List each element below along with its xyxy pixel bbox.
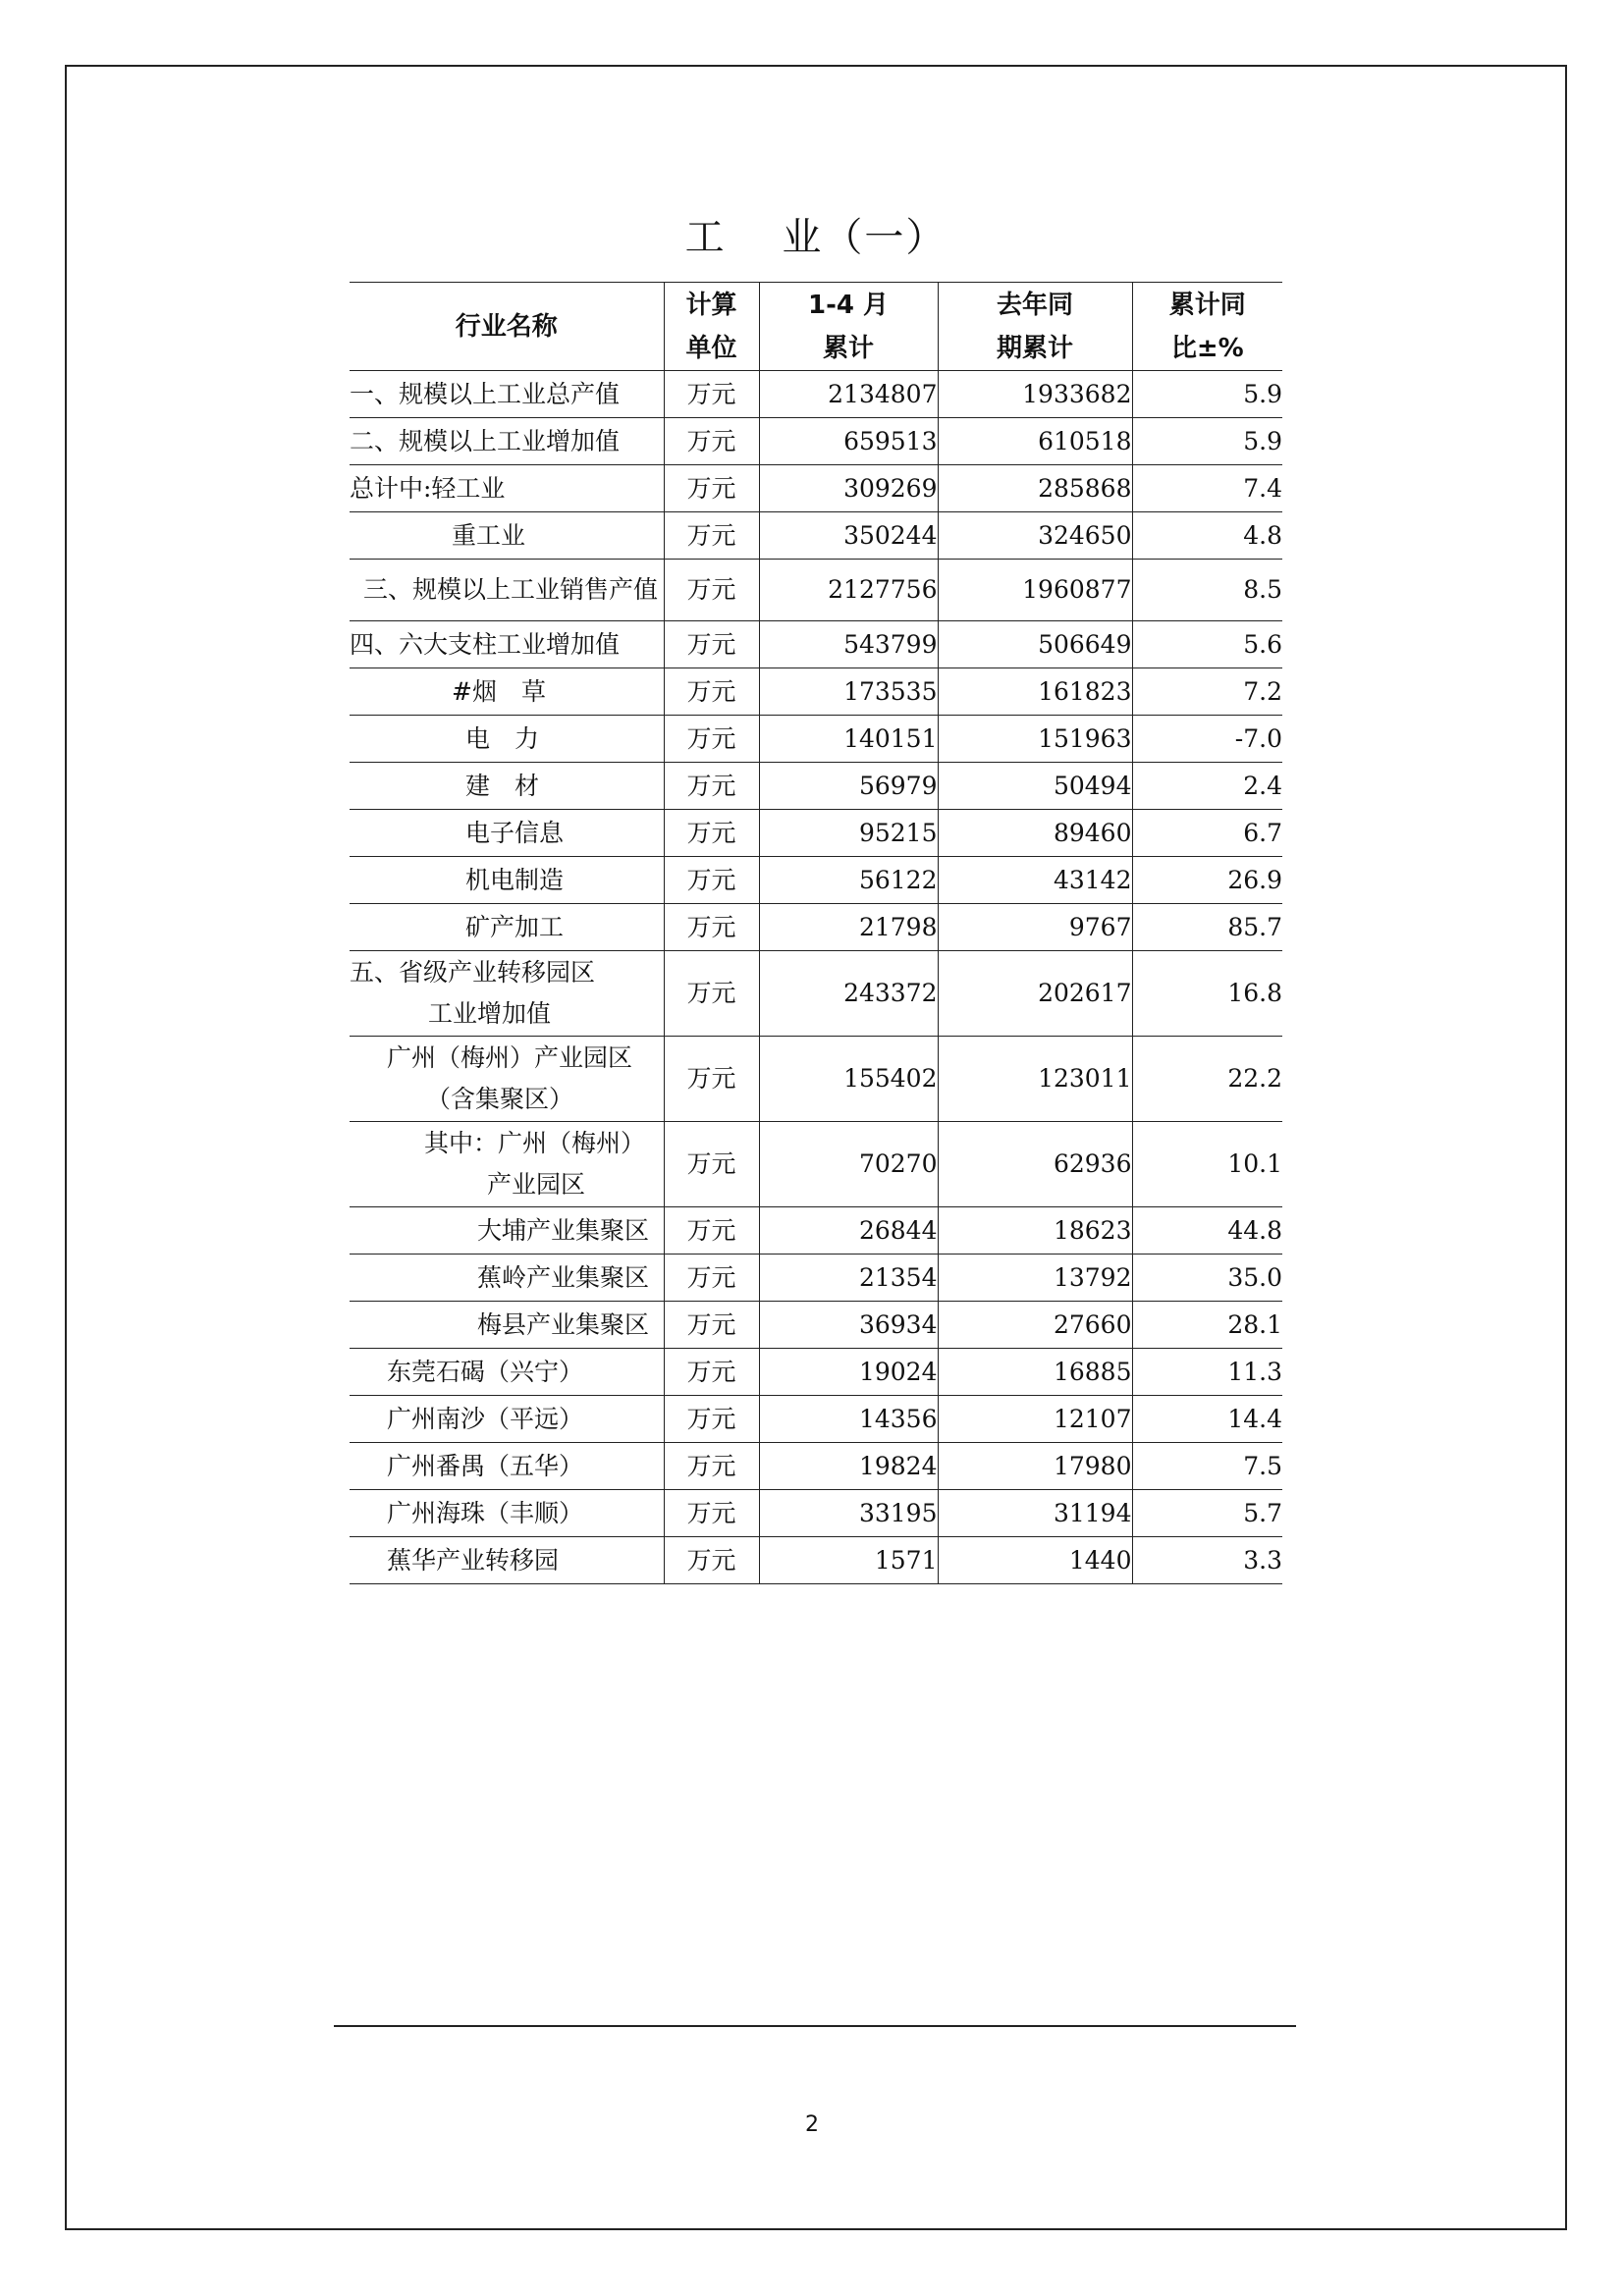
row-last-year: 13792 [938, 1255, 1132, 1302]
row-change: 3.3 [1132, 1537, 1282, 1584]
row-last-year: 285868 [938, 465, 1132, 512]
table-row [350, 1490, 1282, 1537]
row-change: 28.1 [1132, 1302, 1282, 1349]
row-last-year: 27660 [938, 1302, 1132, 1349]
row-unit: 万元 [664, 1207, 759, 1255]
row-cumulative: 36934 [759, 1302, 938, 1349]
row-cumulative: 14356 [759, 1396, 938, 1443]
row-last-year: 17980 [938, 1443, 1132, 1490]
header-last-year: 去年同 期累计 [938, 283, 1132, 371]
row-name: 总计中:轻工业 [350, 465, 664, 512]
row-cumulative: 26844 [759, 1207, 938, 1255]
table-row [350, 763, 1282, 810]
table-row [350, 1537, 1282, 1584]
table-row [350, 418, 1282, 465]
header-industry-name: 行业名称 [350, 283, 664, 371]
row-change: 2.4 [1132, 763, 1282, 810]
row-name: 东莞石碣（兴宁） [350, 1349, 664, 1396]
row-unit: 万元 [664, 716, 759, 763]
table-row [350, 1207, 1282, 1255]
row-name: 广州番禺（五华） [350, 1443, 664, 1490]
row-name: 重工业 [350, 512, 664, 560]
row-name: 蕉华产业转移园 [350, 1537, 664, 1584]
row-change: 7.4 [1132, 465, 1282, 512]
row-unit: 万元 [664, 857, 759, 904]
row-cumulative: 21354 [759, 1255, 938, 1302]
row-change: 8.5 [1132, 560, 1282, 621]
row-last-year: 506649 [938, 621, 1132, 668]
row-name: 三、规模以上工业销售产值 [350, 560, 664, 621]
row-name: 机电制造 [350, 857, 664, 904]
row-cumulative: 70270 [759, 1122, 938, 1207]
row-name: 电 力 [350, 716, 664, 763]
row-cumulative: 243372 [759, 951, 938, 1037]
row-last-year: 31194 [938, 1490, 1132, 1537]
row-last-year: 18623 [938, 1207, 1132, 1255]
table-row [350, 716, 1282, 763]
row-unit: 万元 [664, 371, 759, 418]
row-last-year: 1960877 [938, 560, 1132, 621]
row-name: 其中：广州（梅州） 产业园区 [350, 1122, 664, 1207]
row-unit: 万元 [664, 1255, 759, 1302]
row-change: 14.4 [1132, 1396, 1282, 1443]
table-row [350, 1443, 1282, 1490]
table-row [350, 1349, 1282, 1396]
row-last-year: 324650 [938, 512, 1132, 560]
table-row [350, 1037, 1282, 1122]
row-unit: 万元 [664, 810, 759, 857]
row-change: 16.8 [1132, 951, 1282, 1037]
row-unit: 万元 [664, 1349, 759, 1396]
row-unit: 万元 [664, 1396, 759, 1443]
row-cumulative: 19024 [759, 1349, 938, 1396]
table-row [350, 1302, 1282, 1349]
footer-divider [334, 2025, 1296, 2027]
table-row [350, 810, 1282, 857]
row-unit: 万元 [664, 560, 759, 621]
row-cumulative: 140151 [759, 716, 938, 763]
row-change: 10.1 [1132, 1122, 1282, 1207]
row-change: 5.9 [1132, 418, 1282, 465]
row-cumulative: 2134807 [759, 371, 938, 418]
row-unit: 万元 [664, 1037, 759, 1122]
row-cumulative: 56979 [759, 763, 938, 810]
header-change-pct: 累计同 比±% [1132, 283, 1282, 371]
row-last-year: 16885 [938, 1349, 1132, 1396]
row-cumulative: 659513 [759, 418, 938, 465]
row-unit: 万元 [664, 465, 759, 512]
row-last-year: 43142 [938, 857, 1132, 904]
row-change: 7.2 [1132, 668, 1282, 716]
row-cumulative: 350244 [759, 512, 938, 560]
table-row [350, 951, 1282, 1037]
row-unit: 万元 [664, 1122, 759, 1207]
row-cumulative: 95215 [759, 810, 938, 857]
row-last-year: 151963 [938, 716, 1132, 763]
row-change: 35.0 [1132, 1255, 1282, 1302]
row-cumulative: 2127756 [759, 560, 938, 621]
row-unit: 万元 [664, 904, 759, 951]
row-change: 5.9 [1132, 371, 1282, 418]
row-name: 广州（梅州）产业园区 （含集聚区） [350, 1037, 664, 1122]
row-unit: 万元 [664, 1537, 759, 1584]
row-unit: 万元 [664, 668, 759, 716]
row-name: 蕉岭产业集聚区 [350, 1255, 664, 1302]
table-row [350, 1396, 1282, 1443]
row-unit: 万元 [664, 1490, 759, 1537]
row-name: 二、规模以上工业增加值 [350, 418, 664, 465]
row-cumulative: 155402 [759, 1037, 938, 1122]
row-unit: 万元 [664, 512, 759, 560]
header-unit: 计算 单位 [664, 283, 759, 371]
header-cumulative: 1-4 月 累计 [759, 283, 938, 371]
row-cumulative: 1571 [759, 1537, 938, 1584]
page-number: 2 [805, 2112, 819, 2137]
row-unit: 万元 [664, 763, 759, 810]
row-cumulative: 543799 [759, 621, 938, 668]
row-unit: 万元 [664, 621, 759, 668]
row-unit: 万元 [664, 951, 759, 1037]
row-name: 广州南沙（平远） [350, 1396, 664, 1443]
table-row [350, 465, 1282, 512]
row-unit: 万元 [664, 418, 759, 465]
row-change: 22.2 [1132, 1037, 1282, 1122]
row-cumulative: 21798 [759, 904, 938, 951]
row-name: 电子信息 [350, 810, 664, 857]
row-last-year: 62936 [938, 1122, 1132, 1207]
row-cumulative: 33195 [759, 1490, 938, 1537]
row-change: 7.5 [1132, 1443, 1282, 1490]
row-name: 大埔产业集聚区 [350, 1207, 664, 1255]
row-change: 5.7 [1132, 1490, 1282, 1537]
row-name: 梅县产业集聚区 [350, 1302, 664, 1349]
table-row [350, 512, 1282, 560]
row-change: 85.7 [1132, 904, 1282, 951]
row-last-year: 161823 [938, 668, 1132, 716]
row-name: 一、规模以上工业总产值 [350, 371, 664, 418]
row-cumulative: 173535 [759, 668, 938, 716]
table-row [350, 560, 1282, 621]
row-name: 广州海珠（丰顺） [350, 1490, 664, 1537]
row-name: 四、六大支柱工业增加值 [350, 621, 664, 668]
row-cumulative: 56122 [759, 857, 938, 904]
table-header-row [350, 283, 1282, 371]
page-title: 工 业（一） [684, 215, 947, 260]
row-last-year: 610518 [938, 418, 1132, 465]
table-row [350, 1122, 1282, 1207]
row-unit: 万元 [664, 1443, 759, 1490]
row-change: 4.8 [1132, 512, 1282, 560]
row-name: #烟 草 [350, 668, 664, 716]
row-name: 建 材 [350, 763, 664, 810]
row-last-year: 89460 [938, 810, 1132, 857]
row-cumulative: 309269 [759, 465, 938, 512]
row-change: 6.7 [1132, 810, 1282, 857]
row-change: 26.9 [1132, 857, 1282, 904]
row-last-year: 1933682 [938, 371, 1132, 418]
table-row [350, 857, 1282, 904]
table-row [350, 371, 1282, 418]
row-change: 11.3 [1132, 1349, 1282, 1396]
row-change: -7.0 [1132, 716, 1282, 763]
row-last-year: 50494 [938, 763, 1132, 810]
row-last-year: 1440 [938, 1537, 1132, 1584]
row-last-year: 202617 [938, 951, 1132, 1037]
row-unit: 万元 [664, 1302, 759, 1349]
row-change: 44.8 [1132, 1207, 1282, 1255]
row-last-year: 12107 [938, 1396, 1132, 1443]
row-cumulative: 19824 [759, 1443, 938, 1490]
table-row [350, 668, 1282, 716]
row-last-year: 123011 [938, 1037, 1132, 1122]
row-last-year: 9767 [938, 904, 1132, 951]
row-change: 5.6 [1132, 621, 1282, 668]
row-name: 矿产加工 [350, 904, 664, 951]
table-row [350, 1255, 1282, 1302]
table-row [350, 904, 1282, 951]
row-name: 五、省级产业转移园区 工业增加值 [350, 951, 664, 1037]
industry-table [350, 282, 1282, 1584]
table-row [350, 621, 1282, 668]
